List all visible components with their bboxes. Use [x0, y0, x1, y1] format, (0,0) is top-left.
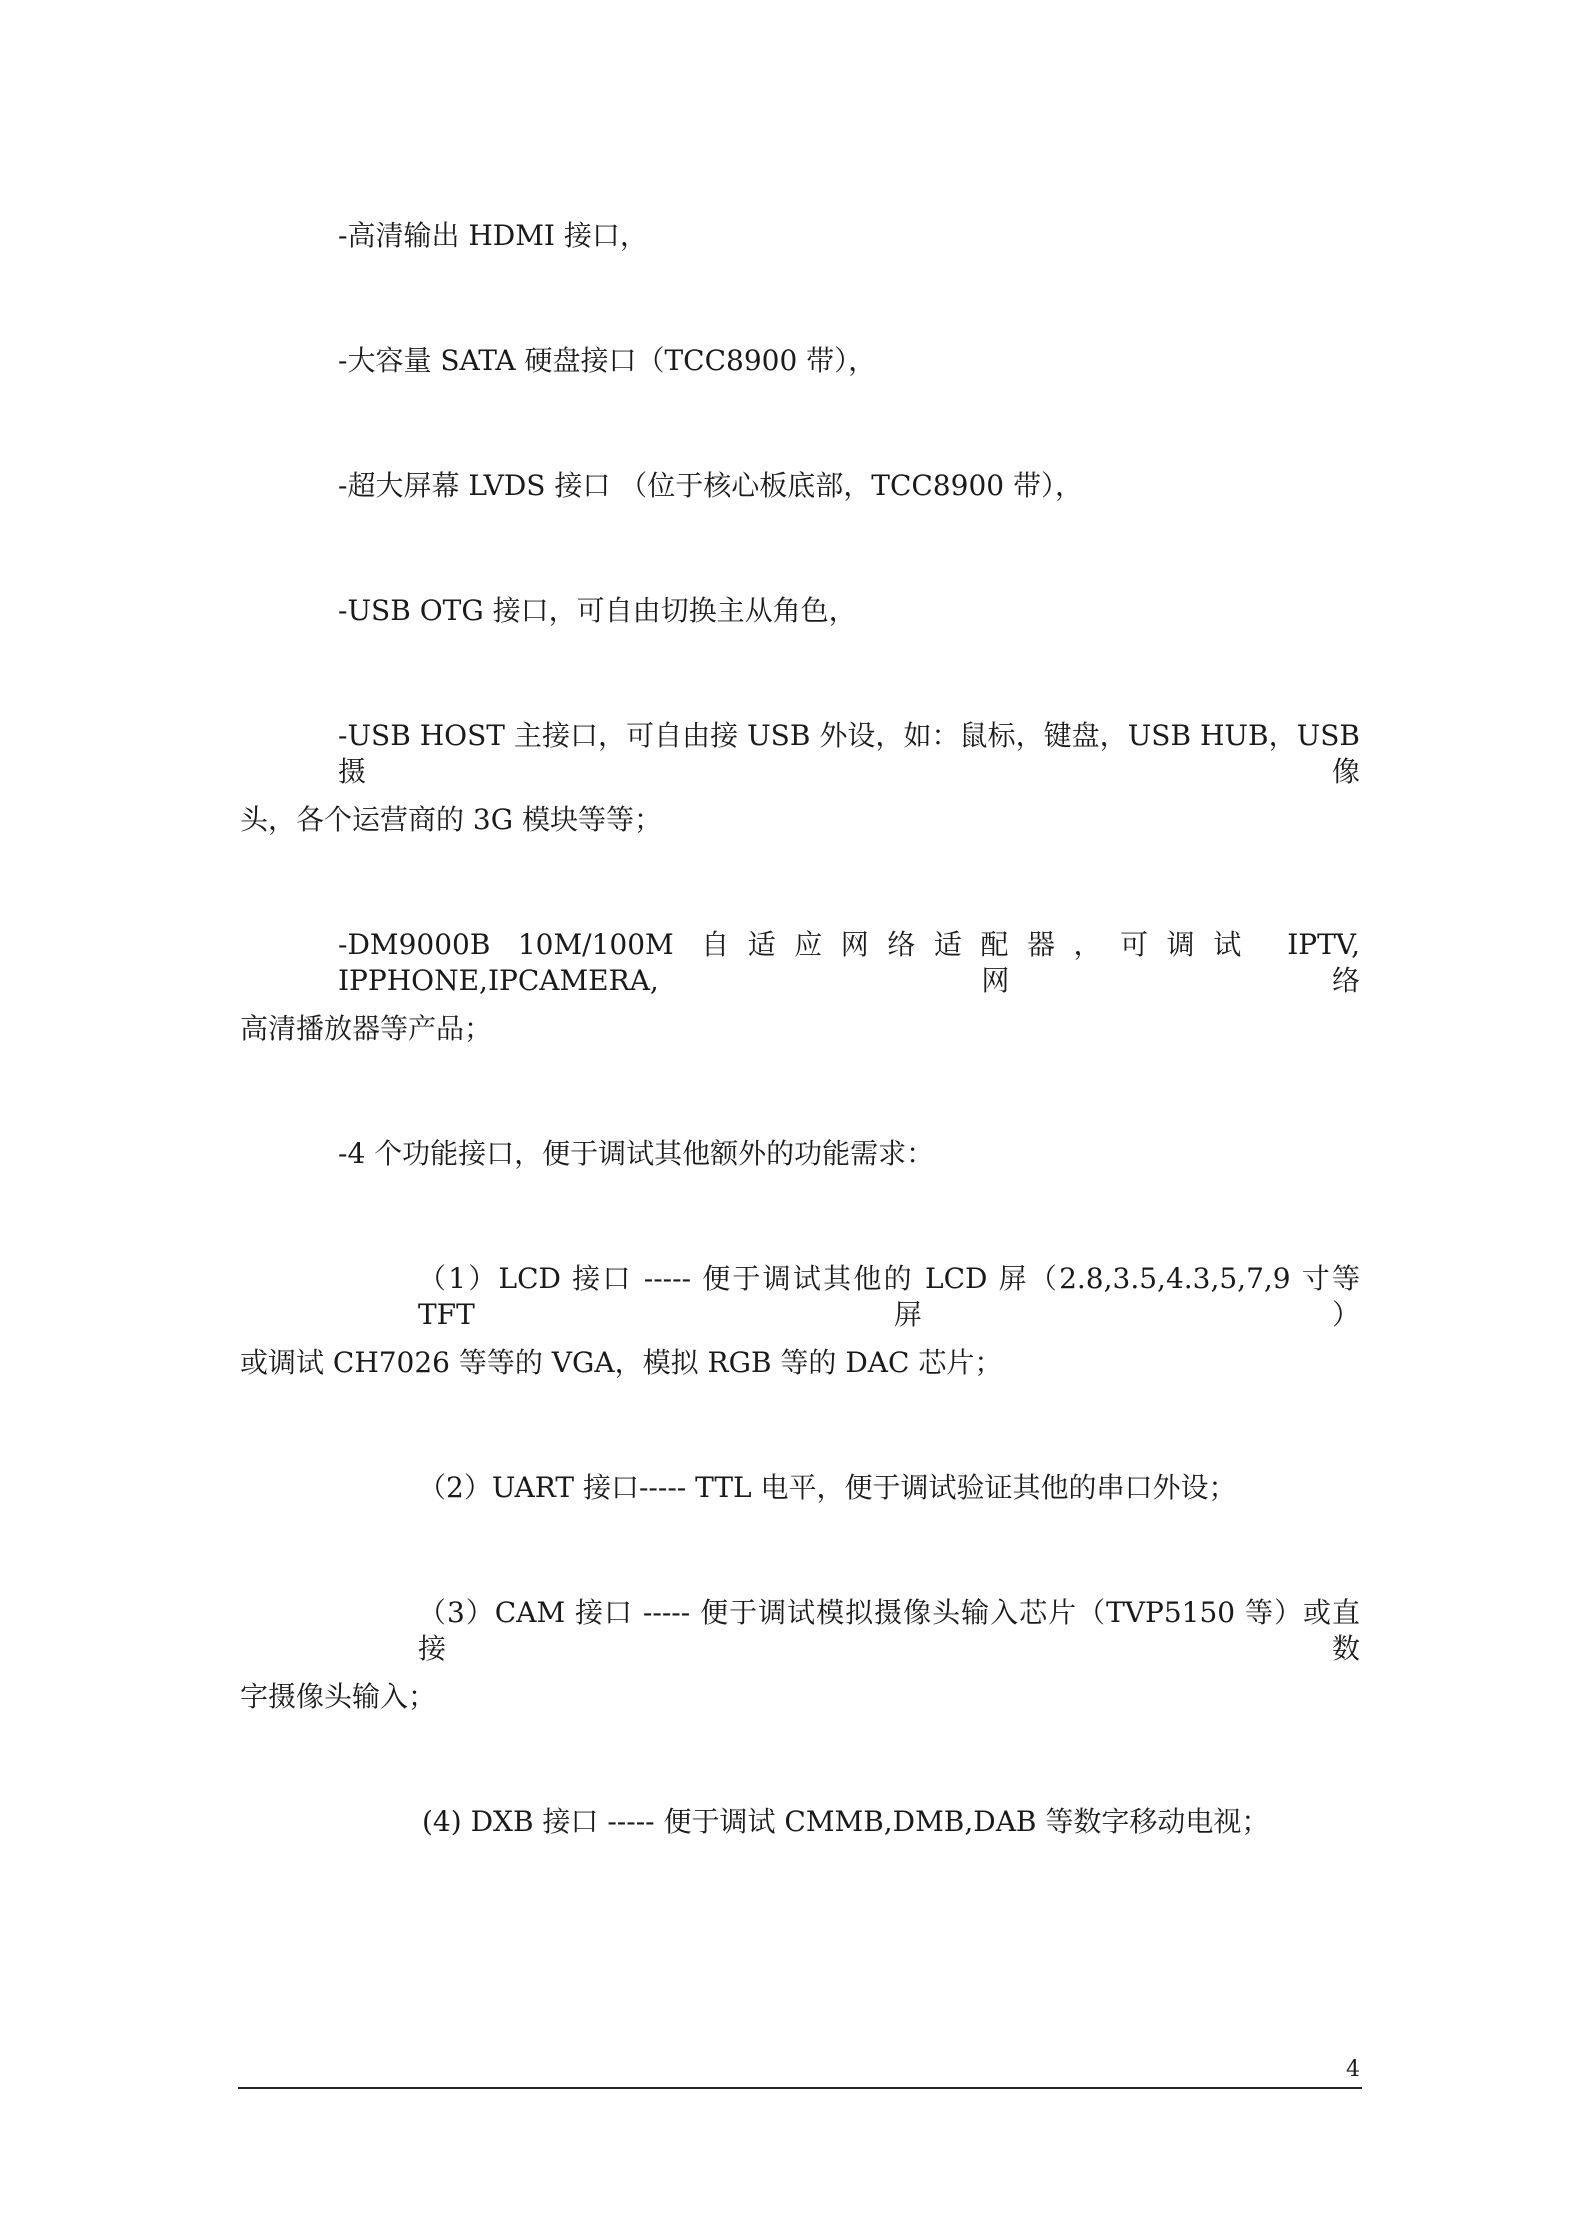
text-line-dm9000b: -DM9000B 10M/100M 自适应网络适配器，可调试 IPTV, IPPHONE,IPCAMERA,网络: [338, 928, 1360, 997]
text-line-usb-otg: -USB OTG 接口，可自由切换主从角色，: [338, 594, 857, 627]
text-line-cam-cont: 字摄像头输入；: [240, 1680, 437, 1713]
text-line-usb-host: -USB HOST 主接口，可自由接 USB 外设，如：鼠标，键盘，USB HUB，USB 摄像: [338, 719, 1360, 788]
text-line-cam: （3）CAM 接口 ----- 便于调试模拟摄像头输入芯片（TVP5150 等）或直接数: [418, 1596, 1360, 1665]
text-line-lcd-cont: 或调试 CH7026 等等的 VGA，模拟 RGB 等的 DAC 芯片；: [240, 1346, 1003, 1379]
footer-divider: [238, 2087, 1362, 2089]
page-number: 4: [1346, 2057, 1360, 2082]
text-line-usb-host-cont: 头，各个运营商的 3G 模块等等；: [240, 803, 662, 836]
text-line-sata: -大容量 SATA 硬盘接口（TCC8900 带），: [338, 344, 877, 377]
text-line-hdmi: -高清输出 HDMI 接口，: [338, 219, 648, 252]
text-line-dxb: (4) DXB 接口 ----- 便于调试 CMMB,DMB,DAB 等数字移动电视；: [422, 1805, 1270, 1838]
text-line-uart: （2）UART 接口----- TTL 电平，便于调试验证其他的串口外设；: [418, 1471, 1237, 1504]
text-line-dm9000b-cont: 高清播放器等产品；: [240, 1012, 493, 1045]
text-line-lvds: -超大屏幕 LVDS 接口 （位于核心板底部，TCC8900 带），: [338, 469, 1083, 502]
text-line-function-ports: -4 个功能接口，便于调试其他额外的功能需求：: [338, 1137, 935, 1170]
text-line-lcd: （1）LCD 接口 ----- 便于调试其他的 LCD 屏（2.8,3.5,4.3,5,7,9 寸等 TFT 屏）: [418, 1262, 1360, 1331]
